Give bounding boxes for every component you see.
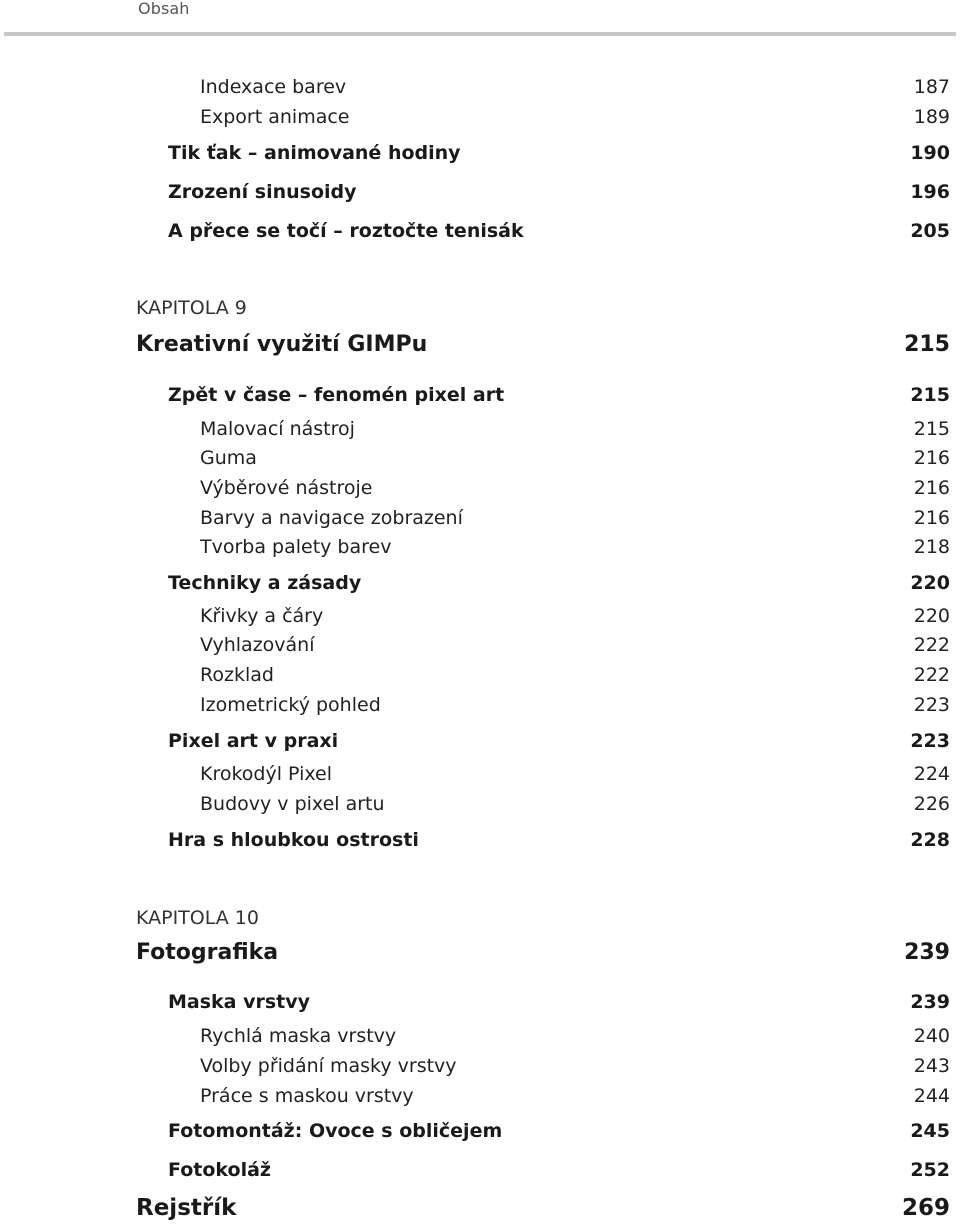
toc-entry-title: Budovy v pixel artu	[200, 793, 385, 815]
toc-entry-izometricky-pohled[interactable]	[0, 690, 960, 720]
toc-section-tik-tak[interactable]	[0, 138, 960, 168]
chapter-title: Kreativní využití GIMPu	[136, 332, 428, 357]
toc-section-page: 190	[910, 142, 950, 164]
toc-section-title: Tik ťak – animované hodiny	[168, 142, 461, 164]
chapter-title: Fotografika	[136, 940, 279, 965]
toc-entry-vyberove-nastroje[interactable]	[0, 473, 960, 503]
toc-entry-title: Rozklad	[200, 664, 274, 686]
toc-entry-barvy-a-navigace[interactable]	[0, 503, 960, 533]
toc-entry-page: 216	[913, 447, 950, 469]
chapter-9-title-entry[interactable]	[0, 330, 960, 360]
toc-section-fotomontaz[interactable]	[0, 1116, 960, 1146]
index-page: 269	[901, 1195, 950, 1221]
toc-entry-title: Tvorba palety barev	[200, 536, 392, 558]
toc-section-title: Techniky a zásady	[168, 572, 362, 594]
toc-entry-export-animace[interactable]	[0, 102, 960, 132]
toc-entry-malovaci-nastroj[interactable]	[0, 414, 960, 444]
toc-entry-volby-pridani-masky[interactable]	[0, 1051, 960, 1081]
toc-entry-title: Výběrové nástroje	[200, 477, 373, 499]
toc-section-page: 245	[910, 1120, 950, 1142]
toc-section-fotokolaz[interactable]	[0, 1155, 960, 1185]
toc-entry-title: Rychlá maska vrstvy	[200, 1025, 397, 1047]
toc-section-title: Fotomontáž: Ovoce s obličejem	[168, 1120, 503, 1142]
toc-entry-budovy-v-pixel-artu[interactable]	[0, 789, 960, 819]
toc-entry-title: Indexace barev	[200, 76, 347, 98]
toc-section-maska-vrstvy[interactable]	[0, 987, 960, 1017]
toc-entry-page: 187	[913, 76, 950, 98]
toc-entry-title: Krokodýl Pixel	[200, 763, 332, 785]
toc-section-page: 252	[910, 1159, 950, 1181]
toc-entry-page: 189	[913, 106, 950, 128]
toc-entry-page: 216	[913, 507, 950, 529]
chapter-9-label	[0, 293, 960, 323]
toc-entry-title: Export animace	[200, 106, 350, 128]
toc-entry-page: 226	[913, 793, 950, 815]
page-header-label: Obsah	[138, 0, 190, 18]
toc-section-title: A přece se točí – roztočte tenisák	[168, 220, 524, 242]
chapter-label: KAPITOLA 10	[136, 907, 259, 929]
chapter-10-title-entry[interactable]	[0, 938, 960, 968]
toc-section-title: Maska vrstvy	[168, 991, 311, 1013]
toc-index-entry[interactable]	[0, 1193, 960, 1223]
toc-entry-rychla-maska[interactable]	[0, 1021, 960, 1051]
toc-section-page: 223	[910, 730, 950, 752]
toc-entry-guma[interactable]	[0, 443, 960, 473]
toc-section-title: Fotokoláž	[168, 1159, 271, 1181]
toc-section-zrozeni-sinusoidy[interactable]	[0, 177, 960, 207]
toc-section-page: 239	[910, 991, 950, 1013]
toc-entry-title: Práce s maskou vrstvy	[200, 1085, 414, 1107]
toc-entry-prace-s-maskou[interactable]	[0, 1081, 960, 1111]
toc-entry-tvorba-palety[interactable]	[0, 532, 960, 562]
toc-section-title: Zpět v čase – fenomén pixel art	[168, 384, 505, 406]
chapter-page: 239	[904, 940, 950, 965]
toc-entry-page: 223	[913, 694, 950, 716]
toc-section-title: Pixel art v praxi	[168, 730, 339, 752]
toc-section-page: 220	[910, 572, 950, 594]
toc-entry-page: 220	[913, 605, 950, 627]
toc-entry-krokodyl-pixel[interactable]	[0, 759, 960, 789]
toc-section-zpet-v-case[interactable]	[0, 380, 960, 410]
toc-section-title: Hra s hloubkou ostrosti	[168, 829, 419, 851]
toc-entry-page: 240	[913, 1025, 950, 1047]
toc-section-page: 215	[910, 384, 950, 406]
toc-section-page: 196	[910, 181, 950, 203]
toc-section-pixel-art-v-praxi[interactable]	[0, 726, 960, 756]
toc-entry-page: 222	[913, 664, 950, 686]
chapter-10-label	[0, 903, 960, 933]
chapter-page: 215	[904, 332, 950, 357]
toc-entry-title: Vyhlazování	[200, 634, 315, 656]
toc-entry-title: Malovací nástroj	[200, 418, 355, 440]
toc-entry-page: 222	[913, 634, 950, 656]
toc-section-techniky-a-zasady[interactable]	[0, 568, 960, 598]
toc-entry-title: Barvy a navigace zobrazení	[200, 507, 463, 529]
toc-entry-page: 215	[913, 418, 950, 440]
toc-section-page: 228	[910, 829, 950, 851]
toc-section-page: 205	[910, 220, 950, 242]
toc-entry-title: Guma	[200, 447, 257, 469]
toc-section-a-prece-se-toci[interactable]	[0, 216, 960, 246]
toc-entry-rozklad[interactable]	[0, 660, 960, 690]
toc-entry-page: 224	[913, 763, 950, 785]
toc-entry-page: 243	[913, 1055, 950, 1077]
toc-entry-page: 244	[913, 1085, 950, 1107]
toc-entry-page: 218	[913, 536, 950, 558]
toc-entry-title: Izometrický pohled	[200, 694, 381, 716]
chapter-label: KAPITOLA 9	[136, 297, 247, 319]
index-title: Rejstřík	[136, 1195, 237, 1221]
toc-entry-title: Volby přidání masky vrstvy	[200, 1055, 457, 1077]
toc-entry-page: 216	[913, 477, 950, 499]
toc-entry-title: Křivky a čáry	[200, 605, 324, 627]
toc-section-hra-s-hloubkou[interactable]	[0, 825, 960, 855]
toc-entry-vyhlazovani[interactable]	[0, 630, 960, 660]
toc-entry-krivky-a-cary[interactable]	[0, 601, 960, 631]
toc-section-title: Zrození sinusoidy	[168, 181, 357, 203]
toc-entry-indexace-barev[interactable]	[0, 72, 960, 102]
